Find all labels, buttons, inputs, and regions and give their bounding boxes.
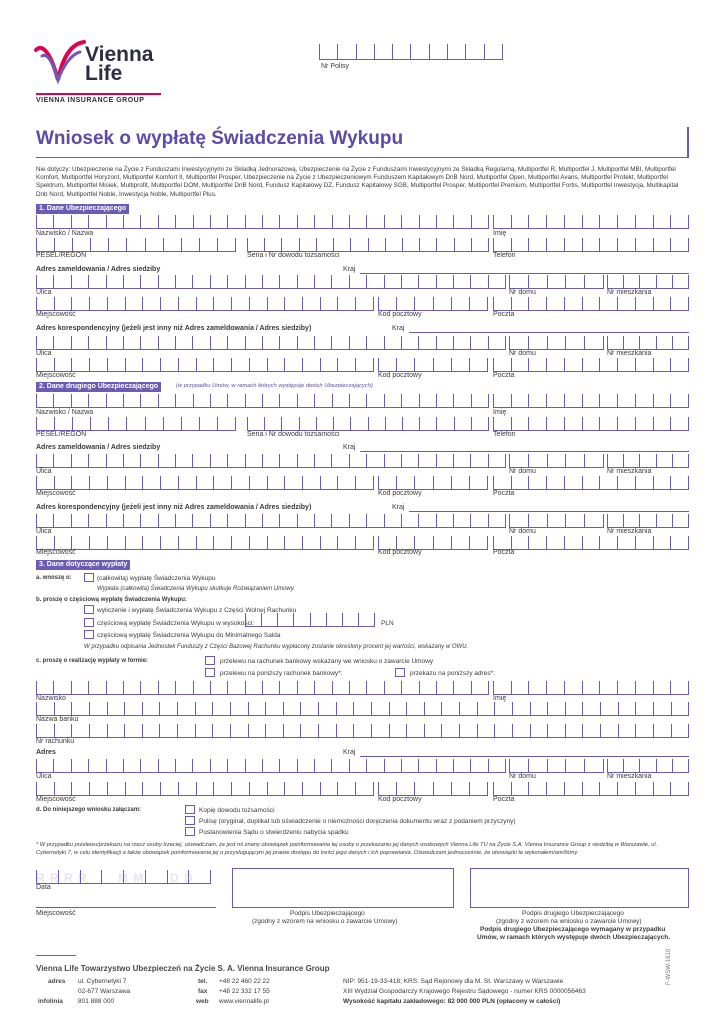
option-c1-text: przelewu na rachunek bankowy wskazany we wniosku o zawarcie Umowy — [220, 658, 434, 665]
surname-label: Nazwisko / Nazwa — [36, 230, 94, 237]
post-office-label: Poczta — [493, 311, 515, 318]
post-office-input[interactable] — [493, 297, 689, 311]
signature-1-sub: (zgodny z wzorem na wniosku o zawarcie Umowy) — [252, 918, 398, 925]
date-input[interactable] — [36, 870, 211, 884]
footnote: * W przypadku przelewu/przekazu na rzecz osoby trzeciej, oświadczam, że jest mi znany obowiązek poinformowania tej osoby o przekazaniu jej danych osobowych Vienna Life TU na Życie S.A. Vienna Insurance Group z siedzibą w Warszawie, ul. Cybernetyki 7, w celu identyfikacji a także obowiązek poinformowania jej o przysługującym jej prawie dostępu do treści jego danych i ich poprawiania. Oświadczam jednocześnie, że obowiązki te wykonałem/am/liśmy. — [36, 842, 658, 856]
s2-id-label: Seria i Nr dowodu tożsamości — [247, 431, 340, 438]
c-postcode-input[interactable] — [378, 782, 488, 796]
corr-postcode-label: Kod pocztowy — [378, 372, 422, 379]
s2-corr-post-input[interactable] — [493, 536, 689, 550]
currency-label: PLN — [381, 620, 394, 627]
s2-country-label: Kraj — [343, 444, 356, 451]
s2-post-label: Poczta — [493, 490, 515, 497]
amount-input[interactable] — [245, 613, 375, 627]
house-label: Nr domu — [509, 289, 536, 296]
c-country-line[interactable] — [360, 756, 689, 757]
title-underline — [36, 157, 689, 158]
brand-name: Vienna Life — [85, 43, 154, 85]
corr-address-heading: Adres korespondencyjny (jeżeli jest inny niż Adres zameldowania / Adres siedziby) — [36, 325, 312, 332]
phone-label: Telefon — [493, 252, 516, 259]
s2-corr-postcode-input[interactable] — [378, 536, 488, 550]
corr-house-input[interactable] — [509, 336, 604, 350]
c-postcode-label: Kod pocztowy — [378, 796, 422, 803]
footer-tel-label: tel. — [198, 978, 208, 985]
c-street-label: Ulica — [36, 773, 52, 780]
c-first-name-label: Imię — [493, 695, 507, 702]
corr-house-label: Nr domu — [509, 350, 536, 357]
footer-web[interactable]: www.viennalife.pl — [219, 998, 269, 1005]
s2-corr-heading: Adres korespondencyjny (jeżeli jest inny niż Adres zameldowania / Adres siedziby) — [36, 504, 312, 511]
vienna-life-logo-icon — [34, 40, 86, 90]
footer-capital: Wysokość kapitału zakładowego: 82 000 000 PLN (opłacony w całości) — [343, 998, 561, 1005]
phone-input[interactable] — [493, 238, 689, 252]
address-heading: Adres zameldowania / Adres siedziby — [36, 266, 161, 273]
option-b-label: b. proszę o częściową wypłatę Świadczenia Wykupu: — [36, 597, 187, 603]
s2-first-name-label: Imię — [493, 409, 507, 416]
section-2-note: (w przypadku Umów, w ramach których występuje dwóch Ubezpieczających) — [176, 383, 373, 389]
c-address-heading: Adres — [36, 749, 56, 756]
s2-country-line[interactable] — [360, 451, 689, 452]
corr-city-label: Miejscowość — [36, 372, 76, 379]
corr-country-line[interactable] — [409, 332, 689, 333]
s2-flat-label: Nr mieszkania — [607, 468, 652, 475]
c-post-input[interactable] — [493, 782, 689, 796]
s2-corr-post-label: Poczta — [493, 549, 515, 556]
brand-subtitle: VIENNA INSURANCE GROUP — [36, 97, 145, 104]
country-line[interactable] — [360, 273, 689, 274]
date-day-ghost: D D — [170, 871, 194, 885]
date-label: Data — [36, 884, 51, 891]
s2-corr-street-label: Ulica — [36, 528, 52, 535]
house-number-input[interactable] — [509, 275, 604, 289]
bank-name-input[interactable] — [36, 702, 689, 716]
s2-corr-country-label: Kraj — [392, 504, 405, 511]
option-a-checkbox[interactable] — [84, 573, 94, 582]
attachment-policy-text: Polisę (oryginał, duplikat lub oświadczenie o niemożności doręczenia dokumentu wraz z podaniem przyczyny) — [199, 818, 516, 825]
attachment-court-text: Postanowienia Sądu o stwierdzeniu nabycia spadku — [199, 829, 349, 836]
s2-post-input[interactable] — [493, 476, 689, 490]
c-city-input[interactable] — [36, 782, 374, 796]
s2-id-input[interactable] — [247, 417, 489, 431]
footer-accent — [36, 955, 76, 956]
option-b3-checkbox[interactable] — [84, 630, 94, 639]
attachment-id-text: Kopię dowodu tożsamości — [199, 807, 275, 814]
city-label: Miejscowość — [36, 311, 76, 318]
footer-addr-1: ul. Cybernetyki 7 — [78, 978, 127, 985]
postcode-input[interactable] — [378, 297, 488, 311]
c-flat-label: Nr mieszkania — [607, 773, 652, 780]
footer-info: 801 888 000 — [78, 998, 115, 1005]
footer-krs: XIII Wydział Gospodarczy Krajowego Rejestru Sądowego - numer KRS 0000056463 — [343, 988, 586, 995]
place-label: Miejscowość — [36, 910, 76, 917]
c-country-label: Kraj — [343, 749, 356, 756]
account-number-input[interactable] — [36, 724, 689, 738]
place-line[interactable] — [36, 907, 216, 908]
postcode-label: Kod pocztowy — [378, 311, 422, 318]
s2-house-label: Nr domu — [509, 468, 536, 475]
s2-pesel-input[interactable] — [36, 417, 236, 431]
country-label: Kraj — [343, 266, 356, 273]
s2-address-heading: Adres zameldowania / Adres siedziby — [36, 444, 161, 451]
s2-street-input[interactable] — [36, 454, 506, 468]
option-c1-checkbox[interactable] — [205, 656, 215, 665]
c-house-input[interactable] — [509, 759, 604, 773]
account-number-label: Nr rachunku — [36, 738, 75, 745]
s2-corr-flat-label: Nr mieszkania — [607, 528, 652, 535]
option-b-note: W przypadku odpisania Jednostek Funduszy z Części Bazowej Rachunku wypłacony zostanie określony procent jej wartości, wskazany w OWU. — [84, 644, 469, 650]
option-b3-text: częściową wypłatę Świadczenia Wykupu do Minimalnego Salda — [97, 632, 281, 639]
street-label: Ulica — [36, 289, 52, 296]
s2-flat-input[interactable] — [607, 454, 689, 468]
id-number-input[interactable] — [247, 238, 489, 252]
signature-2-note-1: Podpis drugiego Ubezpieczającego wymagany w przypadku — [480, 926, 666, 933]
signature-2-line — [470, 907, 689, 908]
s2-corr-house-label: Nr domu — [509, 528, 536, 535]
c-post-label: Poczta — [493, 796, 515, 803]
option-a-note: Wypłata (całkowita) Świadczenia Wykupu skutkuje Rozwiązaniem Umowy. — [97, 586, 295, 592]
option-b1-checkbox[interactable] — [84, 605, 94, 614]
c-flat-input[interactable] — [607, 759, 689, 773]
flat-number-input[interactable] — [607, 275, 689, 289]
footer-fax: +48 22 332 17 55 — [219, 988, 270, 995]
corr-country-label: Kraj — [392, 325, 405, 332]
title-accent — [687, 127, 689, 157]
first-name-input[interactable] — [493, 215, 689, 229]
date-year-ghost: R R R R — [36, 871, 88, 885]
c-house-label: Nr domu — [509, 773, 536, 780]
s2-street-label: Ulica — [36, 468, 52, 475]
s2-corr-street-input[interactable] — [36, 514, 506, 528]
footer-addr-label: adres — [48, 978, 66, 985]
corr-city-input[interactable] — [36, 358, 374, 372]
c-surname-label: Nazwisko — [36, 695, 66, 702]
brand-divider — [36, 93, 161, 95]
city-input[interactable] — [36, 297, 374, 311]
s2-house-input[interactable] — [509, 454, 604, 468]
option-c-label: c. proszę o realizację wypłaty w formie: — [36, 658, 149, 664]
option-b1-text: wyliczenie i wypłatę Świadczenia Wykupu z Części Wolnej Rachunku — [97, 607, 297, 614]
date-month-ghost: M M — [118, 871, 145, 885]
s2-corr-country-line[interactable] — [409, 511, 689, 512]
option-c3-text: przekazu na poniższy adres*: — [410, 670, 495, 677]
policy-number-label: Nr Polisy — [321, 63, 350, 70]
signature-2-sub: (zgodny z wzorem na wniosku o zawarcie Umowy) — [496, 918, 642, 925]
c-street-input[interactable] — [36, 759, 506, 773]
footer-fax-label: fax — [198, 988, 208, 995]
footer-web-label: web — [196, 998, 209, 1005]
signature-2-box[interactable] — [470, 868, 689, 908]
footer-nip: NIP: 951-19-33-418; KRS: Sąd Rejonowy dla M. St. Warszawy w Warszawie — [343, 978, 564, 985]
s2-first-name-input[interactable] — [493, 394, 689, 408]
attachment-court-checkbox[interactable] — [185, 827, 195, 836]
s2-postcode-label: Kod pocztowy — [378, 490, 422, 497]
pesel-input[interactable] — [36, 238, 236, 252]
corr-flat-input[interactable] — [607, 336, 689, 350]
option-a-label: a. wnoszę o: — [36, 575, 72, 581]
option-a-text: (całkowitą) wypłatę Świadczenia Wykupu — [97, 575, 216, 582]
c-first-name-input[interactable] — [493, 681, 689, 695]
section-3-header: 3. Dane dotyczące wypłaty — [36, 560, 130, 570]
pesel-label: PESEL/REGON — [36, 252, 87, 259]
s2-surname-input[interactable] — [36, 394, 489, 408]
signature-1-label: Podpis Ubezpieczającego — [290, 910, 365, 917]
s2-city-input[interactable] — [36, 476, 374, 490]
corr-postcode-input[interactable] — [378, 358, 488, 372]
section-2-header: 2. Dane drugiego Ubezpieczającego — [36, 382, 161, 392]
corr-flat-label: Nr mieszkania — [607, 350, 652, 357]
corr-post-input[interactable] — [493, 358, 689, 372]
signature-1-line — [232, 907, 454, 908]
surname-input[interactable] — [36, 215, 489, 229]
intro-text: Nie dotyczy: Ubezpieczenie na Życie z Funduszami Inwestycyjnymi ze Składką Jednorazową, Ubezpieczenie na Życie z Funduszami Inwestycyjnymi ze Składką Regularną, Multiportfel R, Multiportfel J, Multiportfel MBI, Multiportfel Komfort, Multiportfel Horyzont, Multiportfel Komfort II, Multiportfel Prosper, Ubezpieczenie na Życie z Ubezpieczeniowym Funduszem Kapitałowym DnB Nord, Multiportfel Open, Multiportfel Avans, Multiportfel Protekt, Multiportfel Spektrum, Multiportfel Misiek, Multiprofit, Multiportfel DOM, Multiportfel DnB Nord, Fundusz Kapitałowy DZ, Fundusz Kapitałowy SGB, Multiportfel Prosper, Multiportfel Premium, Multiportfel Fortis, Multiportfel Inwestycja, Multikapitał Dnb Nord, Multiportfel Noble, Inwestycja Noble, Multiportfel Plus. — [36, 166, 679, 198]
s2-phone-label: Telefon — [493, 431, 516, 438]
corr-street-input[interactable] — [36, 336, 506, 350]
page-title: Wniosek o wypłatę Świadczenia Wykupu — [36, 128, 404, 149]
s2-postcode-input[interactable] — [378, 476, 488, 490]
attachments-label: d. Do niniejszego wniosku załączam: — [36, 807, 142, 813]
corr-street-label: Ulica — [36, 350, 52, 357]
s2-corr-house-input[interactable] — [509, 514, 604, 528]
s2-corr-postcode-label: Kod pocztowy — [378, 549, 422, 556]
section-1-header: 1. Dane Ubezpieczającego — [36, 204, 129, 214]
s2-corr-city-label: Miejscowość — [36, 549, 76, 556]
s2-surname-label: Nazwisko / Nazwa — [36, 409, 94, 416]
c-surname-input[interactable] — [36, 681, 489, 695]
bank-name-label: Nazwa banku — [36, 716, 79, 723]
s2-pesel-label: PESEL/REGON — [36, 431, 87, 438]
s2-phone-input[interactable] — [493, 417, 689, 431]
option-b2-checkbox[interactable] — [84, 618, 94, 627]
footer-company: Vienna Life Towarzystwo Ubezpieczeń na Życie S. A. Vienna Insurance Group — [36, 964, 330, 973]
s2-city-label: Miejscowość — [36, 490, 76, 497]
signature-2-label: Podpis drugiego Ubezpieczającego — [522, 910, 624, 917]
street-input[interactable] — [36, 275, 506, 289]
signature-1-box[interactable] — [232, 868, 454, 908]
attachment-policy-checkbox[interactable] — [185, 816, 195, 825]
c-city-label: Miejscowość — [36, 796, 76, 803]
footer-info-label: infolinia — [38, 998, 63, 1005]
s2-corr-city-input[interactable] — [36, 536, 374, 550]
footer-addr-2: 02-677 Warszawa — [78, 988, 131, 995]
form-code: F-WSW-1610 — [666, 948, 672, 985]
signature-2-note-2: Umów, w ramach których występuje dwóch Ubezpieczających. — [477, 934, 671, 941]
option-b2-text: częściową wypłatę Świadczenia Wykupu w wysokości: — [97, 620, 255, 627]
attachment-id-checkbox[interactable] — [185, 805, 195, 814]
id-number-label: Seria i Nr dowodu tożsamości — [247, 252, 340, 259]
first-name-label: Imię — [493, 230, 507, 237]
s2-corr-flat-input[interactable] — [607, 514, 689, 528]
option-c3-checkbox[interactable] — [395, 668, 405, 677]
option-c2-text: przelewu na poniższy rachunek bankowy*: — [220, 670, 343, 677]
flat-label: Nr mieszkania — [607, 289, 652, 296]
footer-tel: +48 22 460 22 22 — [219, 978, 270, 985]
policy-number-input[interactable] — [319, 44, 503, 60]
corr-post-label: Poczta — [493, 372, 515, 379]
option-c2-checkbox[interactable] — [205, 668, 215, 677]
